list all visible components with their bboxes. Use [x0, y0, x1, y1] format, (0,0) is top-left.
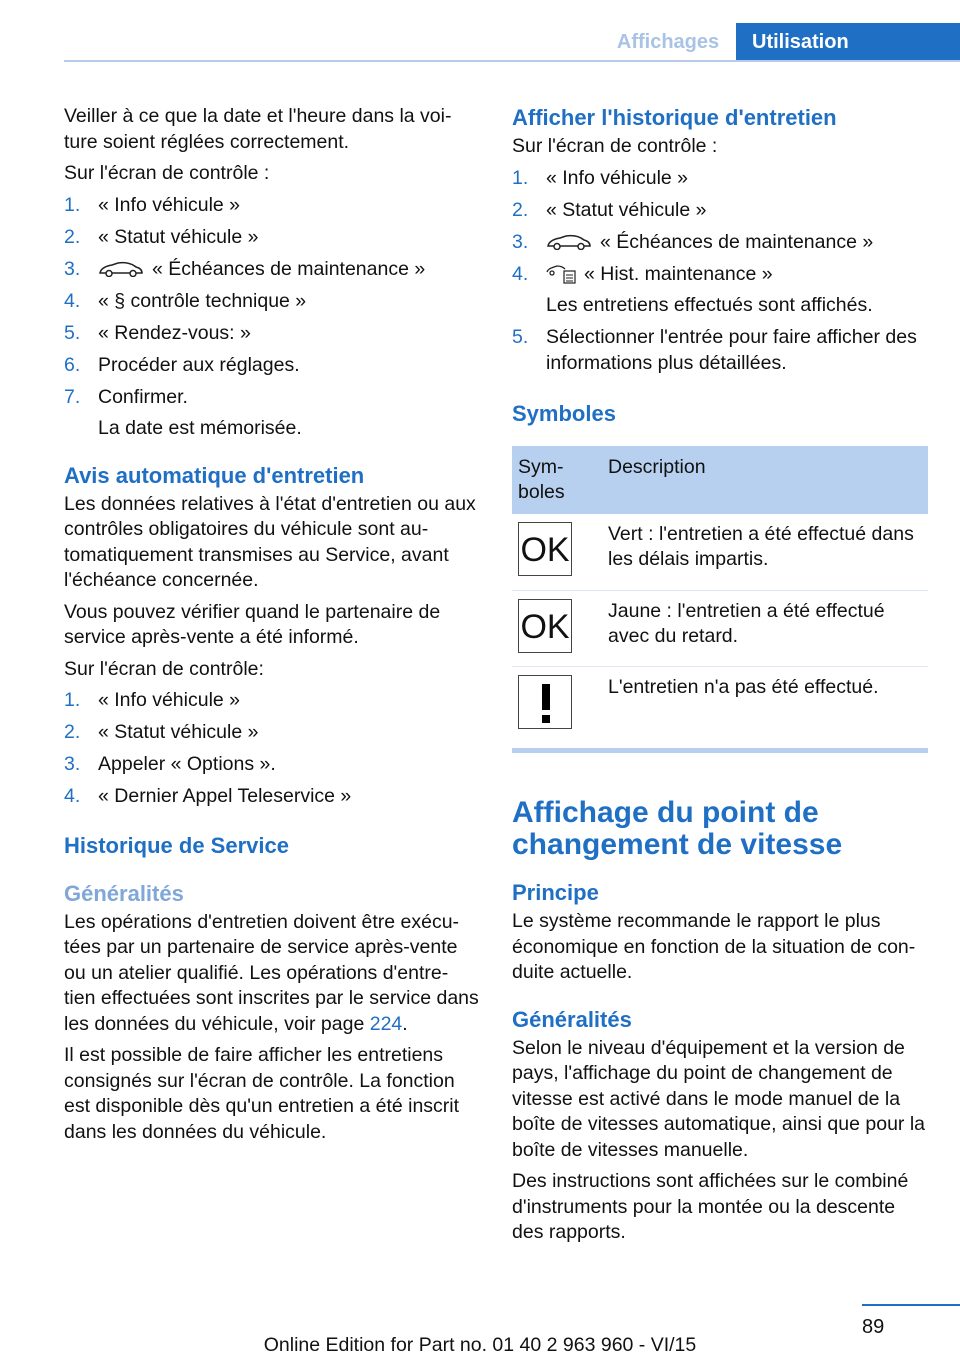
generalites2-paragraph-2: Des instructions sont affichées sur le combiné d'instruments pour la montée ou la descente des rapports.: [512, 1170, 909, 1243]
step-text: Confirmer.: [98, 385, 188, 408]
generalites-heading-2: Généralités: [512, 1006, 632, 1032]
header-tab-affichages: Affichages: [616, 31, 720, 53]
edition-footer: Online Edition for Part no. 01 40 2 963 960 - VI/15: [263, 1334, 697, 1356]
principe-paragraph: Le système recommande le rapport le plus économique en fonction de la situation de con-duite actuelle.: [512, 910, 916, 983]
left-column: [64, 104, 479, 1151]
step-text: « Échéances de maintenance »: [600, 230, 874, 253]
step-number: 3.: [64, 753, 81, 775]
page-reference-link[interactable]: 224: [369, 1012, 403, 1035]
table-row: [512, 666, 928, 742]
symbol-cell: [512, 666, 602, 742]
paragraph-end: .: [402, 1012, 408, 1035]
step-text: « Rendez-vous: »: [98, 321, 251, 344]
step-text: « Échéances de maintenance »: [152, 257, 426, 280]
step-text: « Info véhicule »: [98, 193, 241, 216]
historique-heading: Historique de Service: [64, 832, 289, 858]
description-cell: L'entretien n'a pas été effectué.: [608, 675, 879, 698]
description-cell: Jaune : l'entretien a été effectué avec du retard.: [602, 590, 928, 666]
step-result: Les entretiens effectués sont affichés.: [546, 294, 873, 316]
list-item: [64, 784, 479, 810]
list-item: [512, 198, 928, 224]
step-text: Procéder aux réglages.: [98, 353, 300, 376]
shift-indicator-heading: Affichage du point de changement de vitesse: [512, 796, 843, 861]
table-row: [512, 514, 928, 590]
avis-paragraph-1: Les données relatives à l'état d'entretien ou aux contrôles obligatoires du véhicule sont au-tomatiquement transmises au Service, avant l'échéance concernée.: [64, 492, 476, 591]
generalites-paragraph-1: [64, 910, 479, 1038]
symbol-cell: [512, 514, 602, 590]
step-number: 5.: [512, 326, 529, 348]
service-history-icon: [546, 264, 576, 284]
list-item: [64, 752, 479, 778]
list-item: [512, 230, 928, 256]
car-icon: [98, 261, 144, 277]
intro-instruction: Sur l'écran de contrôle :: [64, 162, 270, 184]
ok-green-icon: [518, 522, 572, 576]
intro-paragraph: Veiller à ce que la date et l'heure dans la voi-ture soient réglées correctement.: [64, 105, 452, 153]
table-row: [512, 590, 928, 666]
step-number: 1.: [64, 689, 81, 711]
list-item: [64, 688, 479, 714]
date-steps-list: [64, 193, 479, 442]
list-item: [64, 193, 479, 219]
step-number: 3.: [512, 230, 529, 253]
generalites-paragraph-2: Il est possible de faire afficher les entretiens consignés sur l'écran de contrôle. La fonction est disponible dès qu'un entretien a été inscrit dans les données du véhicule.: [64, 1044, 460, 1143]
step-number: 7.: [64, 385, 81, 408]
column-header-description: Description: [602, 446, 928, 514]
list-item: [512, 166, 928, 192]
hist-show-heading: Afficher l'historique d'entretien: [512, 105, 837, 130]
step-number: 2.: [512, 198, 529, 221]
step-number: 4.: [64, 289, 81, 312]
list-item: [64, 720, 479, 746]
table-header-row: [512, 446, 928, 514]
page-number: 89: [862, 1316, 885, 1338]
description-cell: Vert : l'entretien a été effectué dans les délais impartis.: [602, 514, 928, 590]
list-item: [64, 289, 479, 315]
avis-instruction: Sur l'écran de contrôle:: [64, 657, 264, 680]
ok-yellow-icon: [518, 599, 572, 653]
page-number-rule: [862, 1304, 960, 1306]
avis-heading: Avis automatique d'entretien: [64, 462, 365, 488]
avis-paragraph-2: Vous pouvez vérifier quand le partenaire de service après-vente a été informé.: [64, 600, 441, 648]
hist-show-instruction: Sur l'écran de contrôle :: [512, 135, 718, 157]
symbol-cell: [512, 590, 602, 666]
symbols-table: [512, 446, 928, 742]
step-number: 4.: [512, 262, 529, 285]
step-number: 6.: [64, 353, 81, 376]
step-text: Appeler « Options ».: [98, 753, 276, 775]
column-header-symbols: Sym-boles: [512, 446, 602, 514]
step-text: « § contrôle technique »: [98, 289, 307, 312]
car-icon: [546, 234, 592, 250]
step-text: « Info véhicule »: [546, 166, 689, 189]
exclamation-icon: [518, 675, 572, 729]
step-text: « Statut véhicule »: [98, 721, 259, 743]
avis-steps-list: [64, 688, 479, 810]
ok-label: OK: [520, 607, 570, 646]
step-number: 5.: [64, 321, 81, 344]
principe-heading: Principe: [512, 880, 599, 905]
step-text: « Statut véhicule »: [546, 198, 707, 221]
step-text: Sélectionner l'entrée pour faire afficher des informations plus détaillées.: [546, 326, 917, 374]
hist-steps-list: [512, 166, 928, 377]
generalites-heading: Généralités: [64, 880, 184, 906]
list-item: [64, 385, 479, 442]
generalites2-paragraph-1: Selon le niveau d'équipement et la version de pays, l'affichage du point de changement de vitesse est activé dans le mode manuel de la boîte de vitesses automatique, ainsi que pour la boîte de vitesses manuelle.: [512, 1036, 926, 1161]
step-number: 4.: [64, 785, 81, 807]
step-text: « Statut véhicule »: [98, 225, 259, 248]
ok-label: OK: [520, 531, 570, 569]
step-number: 1.: [64, 193, 81, 216]
list-item: [64, 353, 479, 379]
paragraph-text: Les opérations d'entretien doivent être exécu-tées par un partenaire de service après-vente ou un atelier qualifié. Les opérations d'entre-tien effectuées sont inscrites par le service dans les données du véhicule, voir page: [64, 910, 479, 1035]
step-number: 3.: [64, 257, 81, 280]
step-number: 2.: [64, 225, 81, 248]
list-item: [64, 225, 479, 251]
table-bottom-rule: [512, 748, 928, 753]
list-item: [512, 325, 928, 376]
list-item: [64, 257, 479, 283]
list-item: [64, 321, 479, 347]
step-result: La date est mémorisée.: [98, 417, 302, 439]
header-tab-utilisation: Utilisation: [736, 23, 960, 62]
step-number: 2.: [64, 721, 81, 743]
right-column: [512, 104, 928, 1252]
step-text: « Dernier Appel Teleservice »: [98, 785, 352, 807]
step-number: 1.: [512, 166, 529, 189]
step-text: « Info véhicule »: [98, 689, 241, 711]
list-item: [512, 262, 928, 319]
symbols-heading: Symboles: [512, 401, 616, 426]
step-text: « Hist. maintenance »: [584, 262, 773, 285]
header-rule: [64, 60, 960, 62]
